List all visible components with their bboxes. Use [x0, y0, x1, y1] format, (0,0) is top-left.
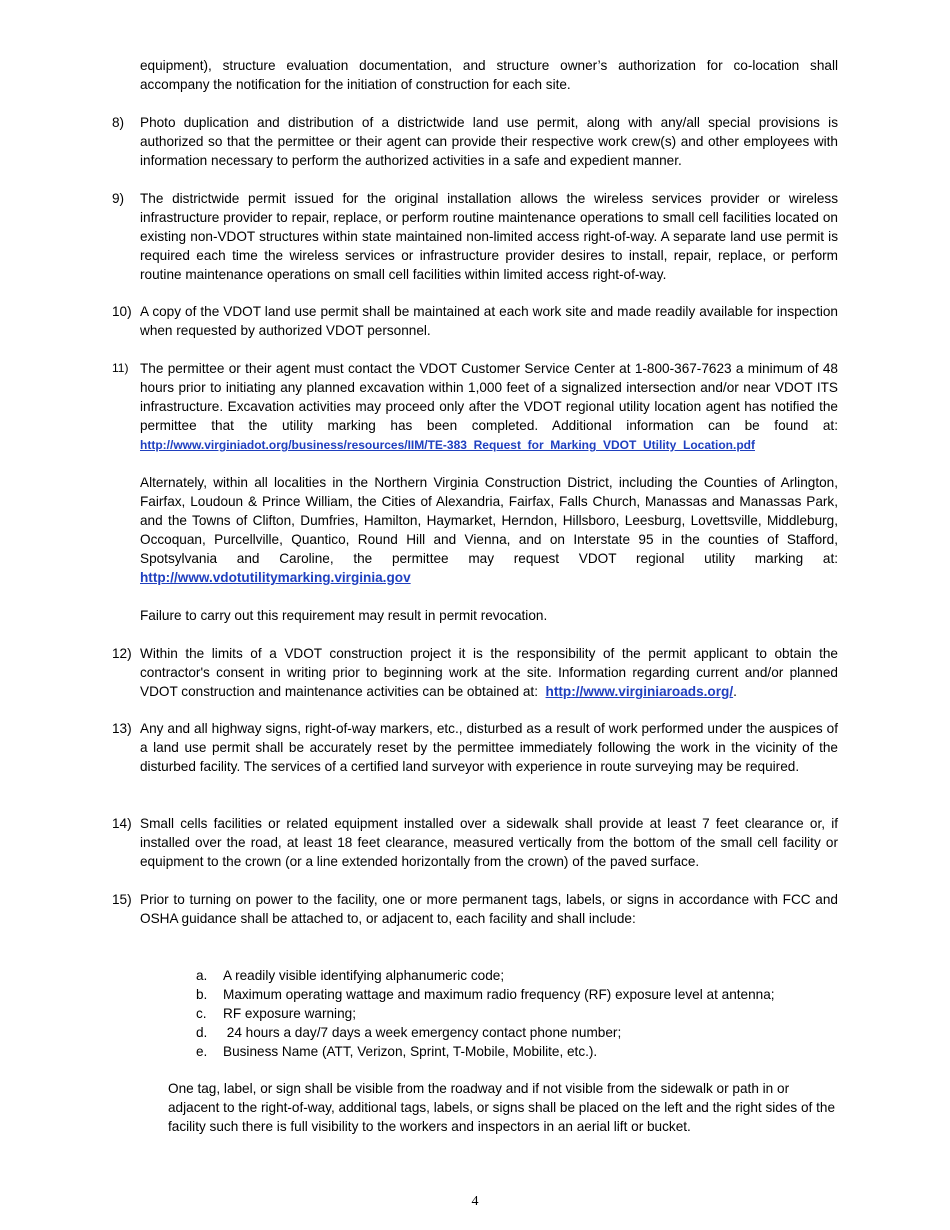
sub-item-d: [196, 1023, 856, 1042]
sub-item-e-text: Business Name (ATT, Verizon, Sprint, T-Mobile, Mobilite, etc.).: [223, 1044, 598, 1059]
sub-item-c-text: RF exposure warning;: [223, 1006, 356, 1021]
sub-item-b-letter: b.: [196, 987, 208, 1002]
item-14-text: Small cells facilities or related equipment installed over a sidewalk shall provide at least 7 feet clearance or, if installed over the road, at least 18 feet clearance, measured vertically from the bottom of the small cell facility or equipment to the crown (or a line extended horizontally from the crown) of the paved surface.: [140, 816, 838, 869]
item-11-alternate-text: [140, 473, 838, 587]
item-15-text: Prior to turning on power to the facility, one or more permanent tags, labels, or signs in accordance with FCC and OSHA guidance shall be attached to, or adjacent to, each facility and shall include:: [140, 892, 838, 926]
item-14-number: 14): [112, 816, 132, 831]
te-383-link[interactable]: http://www.virginiadot.org/business/resources/IIM/TE-383_Request_for_Marking_VDOT_Utility_Location.pdf: [140, 438, 755, 452]
item-12-text: [140, 644, 838, 701]
item-12-tail: .: [733, 684, 737, 699]
intro-paragraph: equipment), structure evaluation documentation, and structure owner’s authorization for co-location shall accompany the notification for the initiation of construction for each site.: [140, 58, 838, 92]
sub-item-d-letter: d.: [196, 1025, 208, 1040]
sub-item-c-letter: c.: [196, 1006, 207, 1021]
sub-item-b-text: Maximum operating wattage and maximum radio frequency (RF) exposure level at antenna;: [223, 987, 775, 1002]
item-15-number: 15): [112, 892, 132, 907]
vdot-utility-marking-link[interactable]: http://www.vdotutilitymarking.virginia.gov: [140, 570, 411, 585]
item-10-number: 10): [112, 304, 132, 319]
sub-item-c: [196, 1004, 856, 1023]
sub-item-d-text: 24 hours a day/7 days a week emergency contact phone number;: [223, 1025, 622, 1040]
item-8-text: Photo duplication and distribution of a districtwide land use permit, along with any/all special provisions is authorized so that the permittee or their agent can provide their respective work crew(s) and other employees with information necessary to perform the authorized activities in a safe and expedient manner.: [140, 115, 838, 168]
item-12-number: 12): [112, 646, 132, 661]
virginia-roads-link[interactable]: http://www.virginiaroads.org/: [545, 684, 734, 699]
sub-item-a-text: A readily visible identifying alphanumeric code;: [223, 968, 505, 983]
sub-item-e-letter: e.: [196, 1044, 208, 1059]
item-9-text: The districtwide permit issued for the original installation allows the wireless services provider or wireless infrastructure provider to repair, replace, or perform routine maintenance operations to small cell facilities located on existing non-VDOT structures within state maintained non-limited access right-of-way. A separate land use permit is required each time the wireless services or infrastructure provider desires to install, repair, replace, or perform routine maintenance operations on small cell facilities within limited access right-of-way.: [140, 191, 838, 282]
item-13-number: 13): [112, 721, 132, 736]
item-11-alternate-body: Alternately, within all localities in the Northern Virginia Construction District, including the Counties of Arlington, Fairfax, Loudoun & Prince William, the Cities of Alexandria, Fairfax, Falls Church, Manassas and Manassas Park, and the Towns of Clifton, Dumfries, Hamilton, Haymarket, Herndon, Hillsboro, Leesburg, Lovettsville, Middleburg, Occoquan, Purcellville, Quantico, Round Hill and Vienna, and on Interstate 95 in the counties of Stafford, Spotsylvania and Caroline, the permittee may request VDOT regional utility marking at:: [140, 475, 838, 566]
item-9-number: 9): [112, 191, 125, 206]
sub-item-b: [196, 985, 856, 1004]
item-13-text: Any and all highway signs, right-of-way markers, etc., disturbed as a result of work performed under the auspices of a land use permit shall be accurately reset by the permittee immediately following the work in the vicinity of the disturbed facility. The services of a certified land surveyor with experience in route surveying may be required.: [140, 721, 838, 774]
item-8-number: 8): [112, 115, 125, 130]
item-11-failure-text: Failure to carry out this requirement may result in permit revocation.: [140, 608, 548, 623]
item-11-text: [140, 359, 838, 455]
page-number: 4: [471, 1194, 479, 1209]
closing-paragraph: One tag, label, or sign shall be visible from the roadway and if not visible from the sidewalk or path in or adjacent to the right-of-way, additional tags, labels, or signs shall be placed on the left and the right sides of the facility such there is full visibility to the workers and inspectors in an aerial lift or bucket.: [168, 1081, 836, 1134]
sub-item-a-letter: a.: [196, 968, 208, 983]
sub-item-e: [196, 1042, 856, 1061]
item-11-body: The permittee or their agent must contact the VDOT Customer Service Center at 1-800-367-7623 a minimum of 48 hours prior to initiating any planned excavation within 1,000 feet of a signalized intersection and/or near VDOT ITS infrastructure. Excavation activities may proceed only after the VDOT regional utility location agent has notified the permittee that the utility marking has been completed. Additional information can be found at:: [140, 361, 838, 433]
sub-item-a: [196, 966, 856, 985]
item-12-body: Within the limits of a VDOT construction project it is the responsibility of the permit applicant to obtain the contractor's consent in writing prior to beginning work at the site. Information regarding current and/or planned VDOT construction and maintenance activities can be obtained at:: [140, 646, 838, 699]
item-10-text: A copy of the VDOT land use permit shall be maintained at each work site and made readily available for inspection when requested by authorized VDOT personnel.: [140, 304, 838, 338]
item-11-number: 11): [112, 361, 129, 375]
